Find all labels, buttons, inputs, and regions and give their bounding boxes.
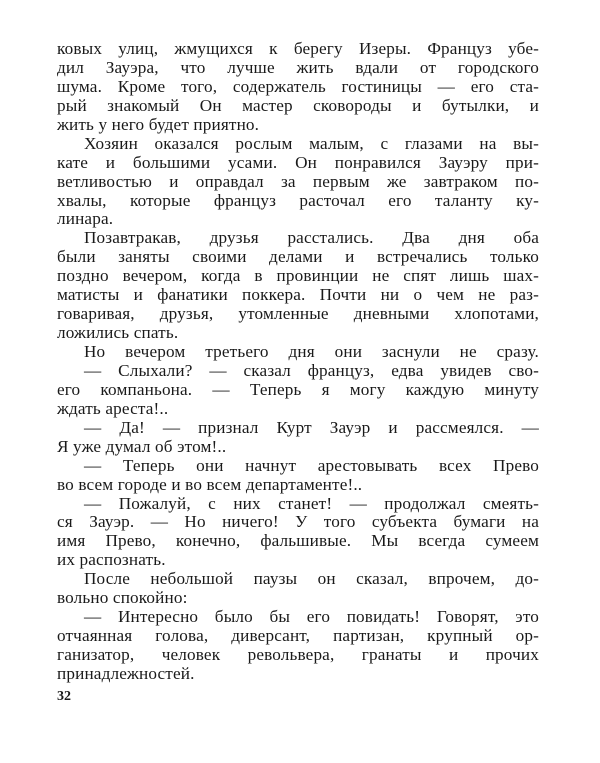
text-line: Позавтракав, друзья расстались. Два дня оба xyxy=(84,228,539,248)
text-line: говаривая, друзья, утомленные дневными хлопотами, xyxy=(57,304,539,324)
text-line: во всем городе и во всем департаменте!.. xyxy=(57,474,363,494)
text-line: ганизатор, человек револьвера, гранаты и прочих xyxy=(57,645,539,664)
text-line: После небольшой паузы он сказал, впрочем, до- xyxy=(84,569,539,589)
text-line: ветливостью и оправдал за первым же завтраком по- xyxy=(57,171,539,191)
text-line: жить у него будет приятно. xyxy=(57,114,260,134)
text-line: поздно вечером, когда в провинции не спят лишь шах- xyxy=(57,266,539,286)
text-line: кате и большими усами. Он понравился Зауэру при- xyxy=(57,152,539,172)
text-line: Я уже думал об этом!.. xyxy=(57,436,227,456)
text-line: рый знакомый Он мастер сковороды и бутылки, и xyxy=(57,95,539,115)
text-line: принадлежностей. xyxy=(57,663,195,683)
text-line: ложились спать. xyxy=(57,323,179,343)
text-line: хвалы, которые француз расточал его таланту ку- xyxy=(57,190,539,210)
text-line: вольно спокойно: xyxy=(57,588,188,608)
text-line: ждать ареста!.. xyxy=(57,398,169,418)
text-line: его компаньона. — Теперь я могу каждую минуту xyxy=(57,379,539,399)
text-line: Хозяин оказался рослым малым, с глазами на вы- xyxy=(84,133,539,153)
text-line: — Пожалуй, с них станет! — продолжал смеять- xyxy=(84,493,539,513)
text-line: отчаянная голова, диверсант, партизан, крупный ор- xyxy=(57,626,539,646)
text-line: — Да! — признал Курт Зауэр и рассмеялся. — xyxy=(84,417,539,437)
text-line: Но вечером третьего дня они заснули не сразу. xyxy=(84,342,539,361)
page-number: 32 xyxy=(57,689,71,704)
text-line: — Слыхали? — сказал француз, едва увидев сво- xyxy=(84,360,539,380)
text-line: шума. Кроме того, содержатель гостиницы — его ста- xyxy=(57,76,539,96)
text-line: их распознать. xyxy=(57,550,166,570)
text-line: — Интересно было бы его повидать! Говорят, это xyxy=(84,607,539,627)
text-line: ся Зауэр. — Но ничего! У того субъекта бумаги на xyxy=(57,512,539,532)
text-line: дил Зауэра, что лучше жить вдали от городского xyxy=(57,57,539,77)
text-line: — Теперь они начнут арестовывать всех Прево xyxy=(84,455,539,475)
text-line: имя Прево, конечно, фальшивые. Мы всегда сумеем xyxy=(57,531,539,551)
text-line: линара. xyxy=(57,209,114,229)
text-line: матисты и фанатики поккера. Почти ни о чем не раз- xyxy=(57,285,539,305)
text-line: ковых улиц, жмущихся к берегу Изеры. Француз убе- xyxy=(57,39,539,58)
text-line: были заняты своими делами и встречались только xyxy=(57,247,539,267)
page-body xyxy=(57,40,539,684)
